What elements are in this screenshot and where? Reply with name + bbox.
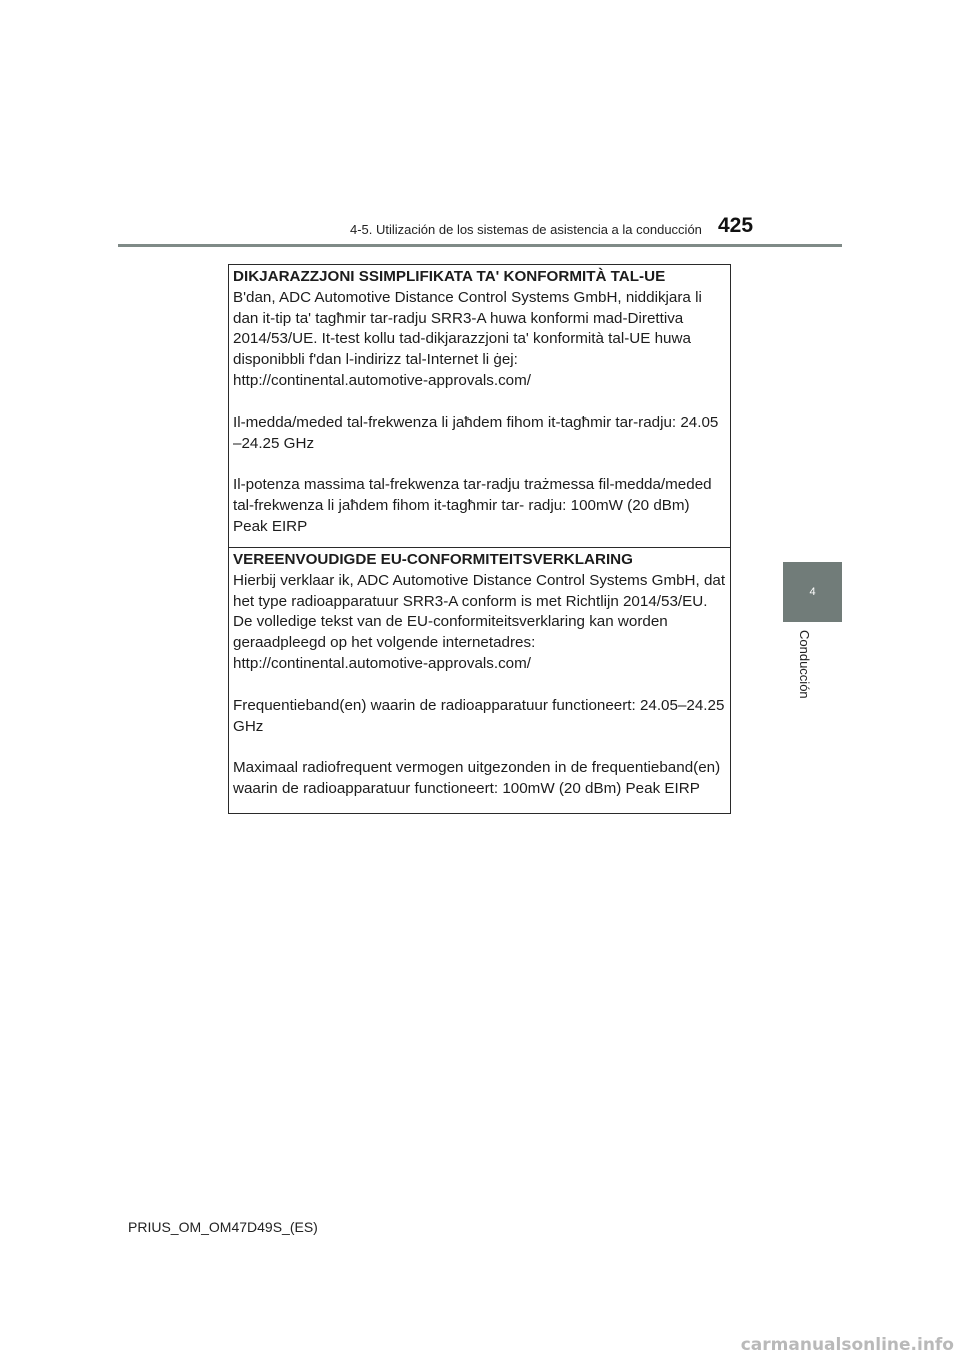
maltese-statement: B'dan, ADC Automotive Distance Control Systems GmbH, niddikjara li dan it-tip ta' tagħmir tar-radju SRR3-A huwa konformi mad-Direttiva 2014/53/UE. It-test kollu tad-dikjarazzjoni ta' konformità tal-UE huwa disponibbli f'dan l-indirizz tal-Internet li ġej:: [233, 288, 702, 369]
header-divider: [118, 244, 842, 247]
maltese-frequency: Il-medda/meded tal-frekwenza li jaħdem fihom it-tagħmir tar-radju: 24.05 –24.25 GHz: [233, 413, 719, 452]
chapter-label: Conducción: [797, 630, 812, 699]
page-number: 425: [718, 214, 754, 237]
maltese-title: DIKJARAZZJONI SSIMPLIFIKATA TA' KONFORMITÀ TAL-UE: [233, 268, 666, 285]
maltese-power: Il-potenza massima tal-frekwenza tar-radju trażmessa fil-medda/meded tal-frekwenza li jaħdem fihom it-tagħmir tar- radju: 100mW (20 dBm) Peak EIRP: [233, 476, 712, 535]
dutch-title: VEREENVOUDIGDE EU-CONFORMITEITSVERKLARING: [233, 551, 633, 568]
chapter-tab[interactable]: [783, 562, 842, 622]
running-header-section: 4-5. Utilización de los sistemas de asistencia a la conducción: [350, 222, 702, 237]
watermark: carmanualsonline.info: [740, 1335, 954, 1355]
declaration-box: [228, 264, 731, 814]
dutch-statement: Hierbij verklaar ik, ADC Automotive Distance Control Systems GmbH, dat het type radioapparatuur SRR3-A conform is met Richtlijn 2014/53/EU. De volledige tekst van de EU-conformiteitsverklaring kan worden geraadpleegd op het volgende internetadres:: [233, 571, 726, 652]
chapter-number: 4: [809, 586, 816, 598]
dutch-frequency: Frequentieband(en) waarin de radioapparatuur functioneert: 24.05–24.25 GHz: [233, 696, 725, 735]
dutch-url[interactable]: http://continental.automotive-approvals.com/: [233, 654, 532, 672]
document-code: PRIUS_OM_OM47D49S_(ES): [128, 1219, 318, 1235]
dutch-power: Maximaal radiofrequent vermogen uitgezonden in de frequentieband(en) waarin de radioapparatuur functioneert: 100mW (20 dBm) Peak EIRP: [233, 759, 721, 798]
maltese-url[interactable]: http://continental.automotive-approvals.com/: [233, 371, 532, 389]
maltese-declaration: [229, 265, 730, 547]
dutch-declaration: [229, 547, 730, 813]
